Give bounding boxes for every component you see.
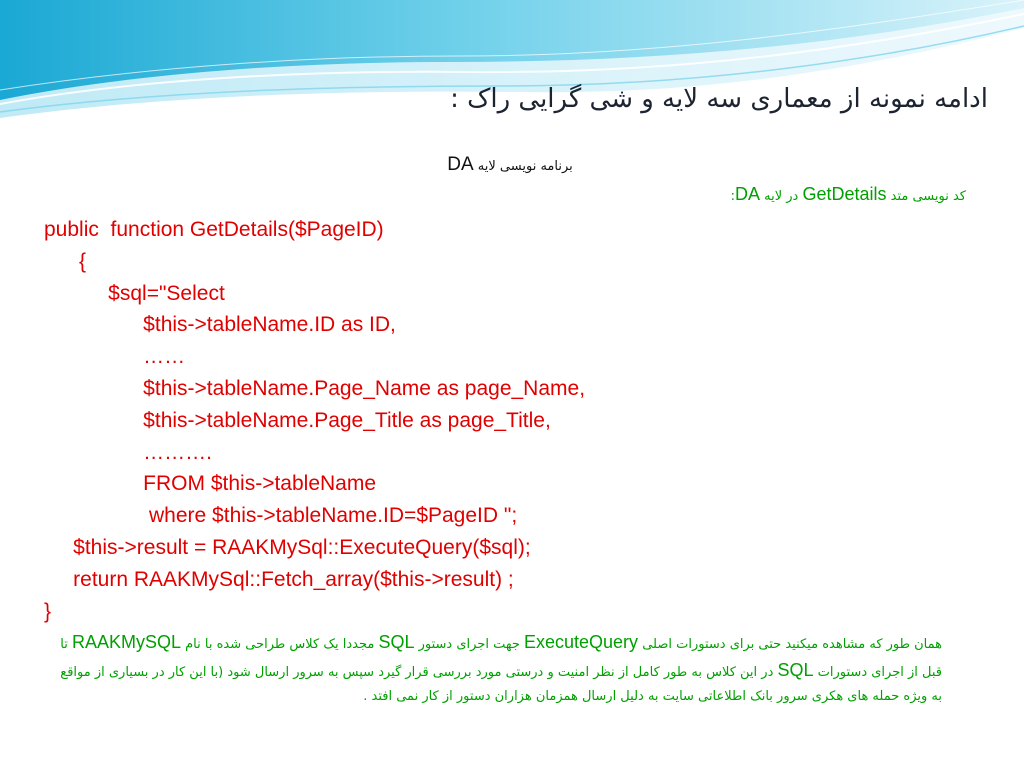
- code-line: $sql="Select: [44, 281, 225, 305]
- subtitle-layer-name: DA: [447, 154, 474, 175]
- code-line: $this->result = RAAKMySql::ExecuteQuery($sql);: [44, 535, 531, 559]
- code-line: $this->tableName.Page_Title as page_Title,: [44, 408, 551, 432]
- subheading-text-2: در لایه: [759, 189, 803, 204]
- paragraph-term-executequery: ExecuteQuery: [524, 632, 639, 652]
- code-line: return RAAKMySql::Fetch_array($this->result) ;: [44, 567, 514, 591]
- code-line: ……: [44, 345, 186, 369]
- subheading-layer-name: DA: [734, 184, 760, 204]
- section-subtitle: [340, 154, 680, 176]
- code-line: }: [44, 599, 52, 623]
- explanation-paragraph: [46, 630, 942, 710]
- code-line: ……….: [44, 440, 213, 464]
- paragraph-term-raakmysql: RAAKMySQL: [71, 632, 181, 652]
- paragraph-term-sql: SQL: [777, 659, 814, 680]
- subheading-text-3: :: [730, 189, 735, 204]
- code-line: $this->tableName.ID as ID,: [44, 313, 396, 337]
- paragraph-text-3: مجددا یک کلاس طراحی شده با نام: [180, 637, 379, 652]
- method-subheading: [731, 184, 966, 205]
- code-block: [44, 214, 984, 627]
- paragraph-text-5: در این کلاس به طور کامل از نظر امنیت و درستی مورد بررسی قرار گیرد سپس به سرور ارسال شود (با این کار در بسیاری از مواقع به ویژه حمله های هکری سرور بانک اطلاعاتی سایت به دلیل ارسال همزمان هزاران دستور از کار نمی افتد .: [60, 664, 942, 704]
- code-line: {: [44, 249, 87, 273]
- subheading-text-1: کد نویسی متد: [886, 189, 966, 204]
- subheading-method-name: GetDetails: [802, 184, 887, 204]
- paragraph-text-1: همان طور که مشاهده میکنید حتی برای دستورات اصلی: [638, 637, 942, 652]
- paragraph-term-sql: SQL: [378, 632, 415, 652]
- code-line: $this->tableName.Page_Name as page_Name,: [44, 376, 586, 400]
- header-wave-decoration: [0, 0, 1024, 150]
- subtitle-text: برنامه نویسی لایه: [473, 159, 573, 174]
- code-line: public function GetDetails($PageID): [44, 218, 384, 241]
- slide-title: ادامه نمونه از معماری سه لایه و شی گرایی راک :: [450, 84, 988, 114]
- paragraph-text-4: تا قبل از اجرای دستورات: [60, 637, 942, 680]
- code-line: where $this->tableName.ID=$PageID ";: [44, 504, 518, 528]
- paragraph-text-2: جهت اجرای دستور: [414, 637, 524, 652]
- code-line: FROM $this->tableName: [44, 472, 377, 496]
